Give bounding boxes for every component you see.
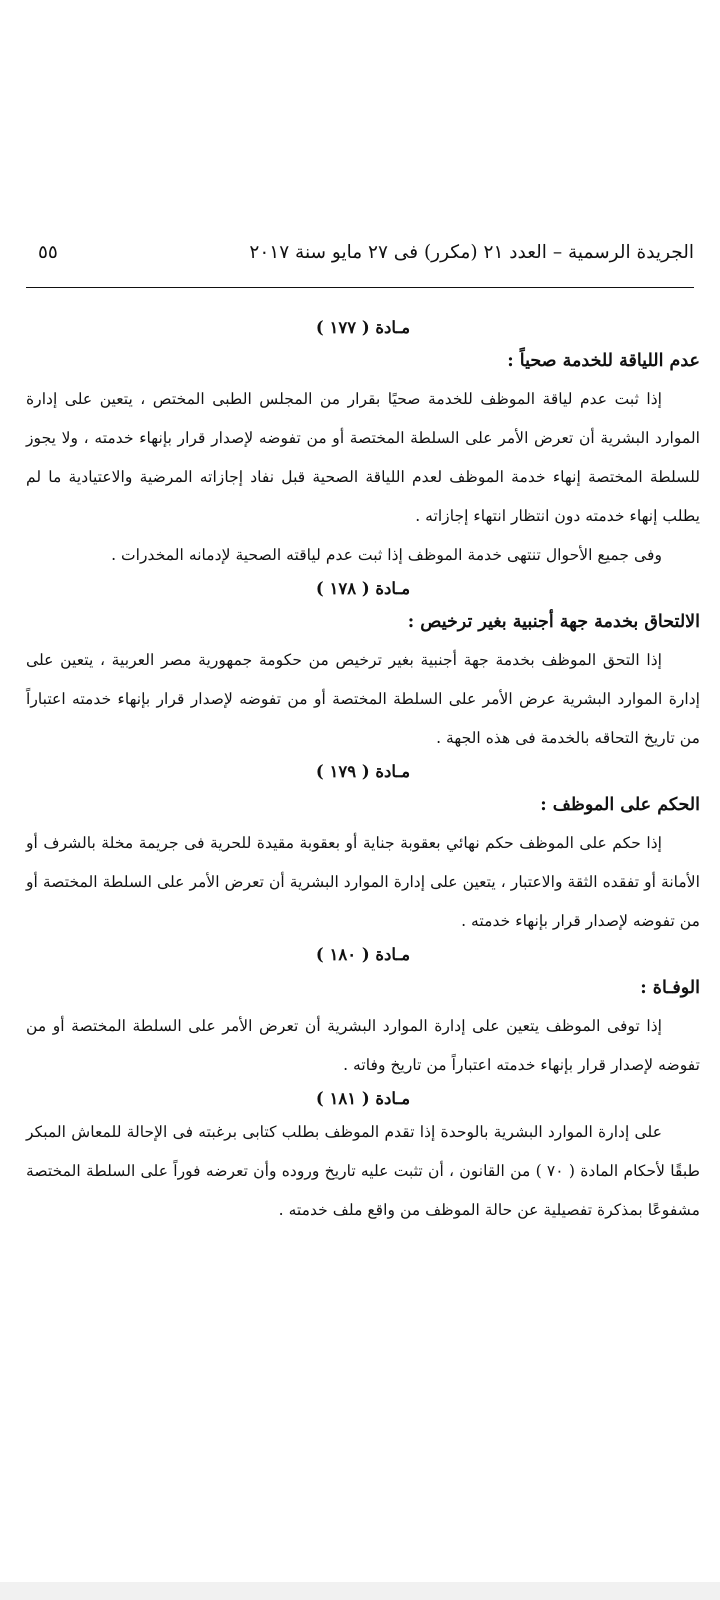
article-177	[26, 314, 700, 575]
article-180	[26, 941, 700, 1085]
article-179	[26, 758, 700, 941]
article-paragraph: إذا حكم على الموظف حكم نهائي بعقوبة جناية أو بعقوبة مقيدة للحرية فى جريمة مخلة بالشرف أو الأمانة أو تفقده الثقة والاعتبار ، يتعين على إدارة الموارد البشرية أن تعرض الأمر على السلطة المختصة أو من تفوضه لإصدار قرار بإنهاء خدمته .	[26, 834, 700, 930]
article-178	[26, 575, 700, 758]
page-number: ٥٥	[38, 242, 58, 263]
article-label: مـادة ( ١٨٠ )	[315, 945, 411, 964]
article-paragraph: وفى جميع الأحوال تنتهى خدمة الموظف إذا ثبت عدم لياقته الصحية لإدمانه المخدرات .	[111, 546, 662, 564]
article-label: مـادة ( ١٨١ )	[315, 1089, 411, 1108]
article-paragraph: على إدارة الموارد البشرية بالوحدة إذا تقدم الموظف بطلب كتابى برغبته فى الإحالة للمعاش المبكر طبقًا لأحكام المادة ( ٧٠ ) من القانون ، أن تثبت عليه تاريخ وروده وأن تعرضه فوراً على السلطة المختصة مشفوعًا بمذكرة تفصيلية عن حالة الموظف من واقع ملف خدمته .	[26, 1123, 700, 1219]
gazette-title: الجريدة الرسمية – العدد ٢١ (مكرر) فى ٢٧ مايو سنة ٢٠١٧	[249, 242, 694, 263]
document-body	[26, 314, 700, 1230]
article-paragraph: إذا توفى الموظف يتعين على إدارة الموارد البشرية أن تعرض الأمر على السلطة المختصة أو من تفوضه لإصدار قرار بإنهاء خدمته اعتباراً من تاريخ وفاته .	[26, 1017, 700, 1074]
article-label: مـادة ( ١٧٧ )	[315, 318, 411, 337]
article-heading: الالتحاق بخدمة جهة أجنبية بغير ترخيص :	[407, 612, 700, 632]
article-label: مـادة ( ١٧٩ )	[315, 762, 411, 781]
article-181	[26, 1085, 700, 1230]
article-heading: الحكم على الموظف :	[540, 795, 700, 815]
article-paragraph: إذا التحق الموظف بخدمة جهة أجنبية بغير ترخيص من حكومة جمهورية مصر العربية ، يتعين على إدارة الموارد البشرية عرض الأمر على السلطة المختصة أو من تفوضه لإصدار قرار بإنهاء خدمته اعتباراً من تاريخ التحاقه بالخدمة فى هذه الجهة .	[26, 651, 700, 747]
bottom-bar	[0, 1582, 720, 1600]
article-paragraph: إذا ثبت عدم لياقة الموظف للخدمة صحيًا بقرار من المجلس الطبى المختص ، يتعين على إدارة الموارد البشرية أن تعرض الأمر على السلطة المختصة أو من تفوضه لإصدار قرار بإنهاء خدمته ، ولا يجوز للسلطة المختصة إنهاء خدمة الموظف لعدم اللياقة الصحية قبل نفاد إجازاته المرضية والاعتيادية ما لم يطلب إنهاء خدمته دون انتظار انتهاء إجازاته .	[26, 390, 700, 525]
header-divider	[26, 287, 694, 288]
article-heading: الوفـاة :	[640, 978, 700, 998]
page-header	[26, 236, 694, 280]
article-heading: عدم اللياقة للخدمة صحياً :	[507, 351, 700, 371]
article-label: مـادة ( ١٧٨ )	[315, 579, 411, 598]
